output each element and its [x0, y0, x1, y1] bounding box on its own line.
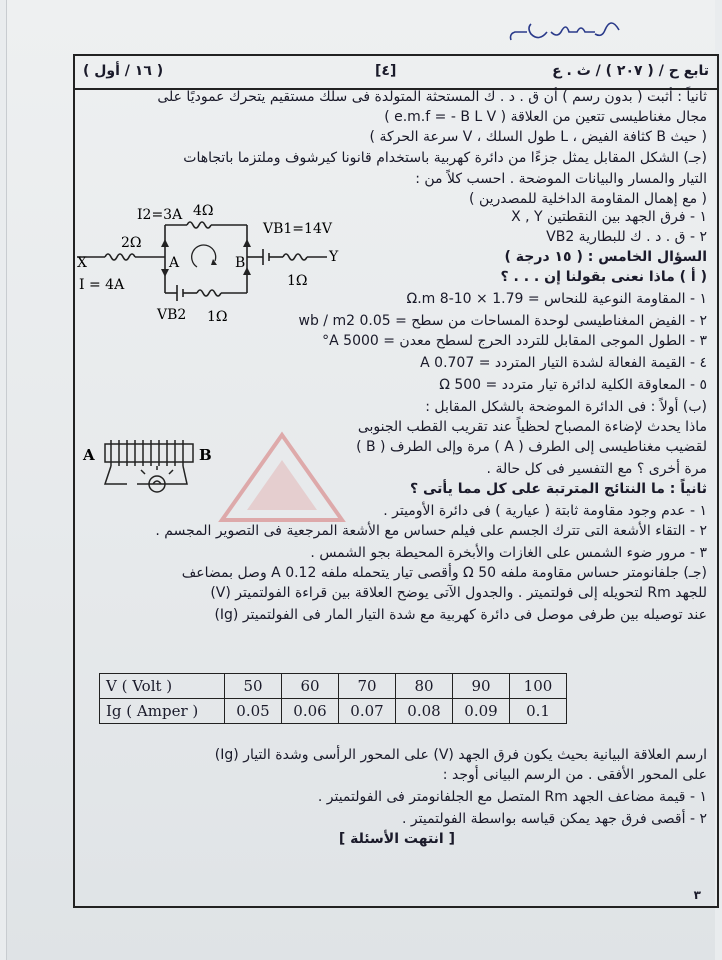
question-line: (ب) أولاً : فى الدائرة الموضحة بالشكل المقابل : [425, 399, 707, 415]
question-line: ( مع إهمال المقاومة الداخلية للمصدرين ) [469, 191, 707, 207]
question-line: التيار والمسار والبيانات الموضحة . احسب كلاً من : [415, 171, 707, 187]
table-cell: 70 [339, 674, 396, 699]
watermark-logo [212, 430, 352, 530]
question-line: ٣ - مرور ضوء الشمس على الغازات والأبخرة المحيطة بجو الشمس . [310, 545, 707, 561]
question-line: مجال مغناطيسى تتعين من العلاقة ( e.m.f = - B L V ) [384, 109, 707, 125]
voltmeter-table [99, 673, 567, 724]
label-i: I = 4A [79, 277, 125, 293]
label-a: A [169, 255, 180, 271]
question-line: ٢ - أقصى فرق جهد يمكن قياسه بواسطة الفولتميتر . [402, 811, 707, 827]
question-line: ٥ - المعاوقة الكلية لدائرة تيار متردد = 500 Ω [439, 377, 707, 393]
question-line: ثانياً : ما النتائج المترتبة على كل مما يأتى ؟ [410, 481, 707, 497]
question-line: ١ - المقاومة النوعية للنحاس = 1.79 × 10-8 Ω.m [406, 291, 707, 307]
table-cell: 0.06 [282, 699, 339, 724]
question-line: لقضيب مغناطيسى إلى الطرف ( A ) مرة وإلى الطرف ( B ) [356, 439, 707, 455]
label-i2: I2=3A [137, 207, 183, 223]
table-cell: 100 [510, 674, 567, 699]
question-line: عند توصيله بين طرفى موصل فى دائرة كهربية مع شدة التيار المار فى الفولتميتر (Ig) [214, 607, 707, 623]
header-page: [٤] [375, 63, 397, 79]
table-cell: 0.05 [225, 699, 282, 724]
label-vb1: VB1=14V [263, 221, 332, 237]
page-number: ٣ [693, 888, 701, 902]
row-label-current: Ig ( Amper ) [100, 699, 225, 724]
label-vb2: VB2 [157, 307, 187, 323]
label-r-bottom: 1Ω [207, 309, 228, 325]
question-line: ماذا يحدث لإضاءة المصباح لحظياً عند تقريب القطب الجنوبى [357, 419, 707, 435]
table-cell: 90 [453, 674, 510, 699]
table-cell: 0.09 [453, 699, 510, 724]
table-cell: 0.07 [339, 699, 396, 724]
question-line: ارسم العلاقة البيانية بحيث يكون فرق الجهد (V) على المحور الرأسى وشدة التيار (Ig) [214, 747, 707, 763]
page-header [75, 56, 717, 90]
label-x: X [77, 255, 87, 271]
table-cell: 0.08 [396, 699, 453, 724]
table-cell: 50 [225, 674, 282, 699]
table-cell: 80 [396, 674, 453, 699]
handwritten-note [507, 8, 627, 48]
question-line: ٣ - الطول الموجى المقابل للتردد الحرج لسطح معدن = 5000 A° [322, 333, 707, 349]
coil-end-a: A [83, 446, 95, 464]
question-line: على المحور الأفقى . من الرسم البيانى أوجد : [442, 767, 707, 783]
kirchhoff-circuit-diagram [77, 195, 357, 325]
question-line: ثانياً : أثبت ( بدون رسم ) أن ق . د . ك المستحثة المتولدة فى سلك مستقيم يتحرك عموديًا على [157, 89, 707, 105]
question-line: (جـ) جلفانومتر حساس مقاومة ملفه Ω 50 وأقصى تيار يتحمله ملفه A 0.12 وصل بمضاعف [181, 565, 707, 581]
question-line: ( حيث B كثافة الفيض ، L طول السلك ، V سرعة الحركة ) [369, 129, 707, 145]
table-cell: 60 [282, 674, 339, 699]
label-y: Y [329, 249, 339, 265]
header-code: تابع ح / ( ٢٠٧ ) / ث . ع [552, 63, 709, 79]
coil-end-b: B [199, 446, 212, 464]
question-line: السؤال الخامس : ( ١٥ درجة ) [504, 249, 707, 265]
question-line: ٢ - الفيض المغناطيسى لوحدة المساحات من سطح = 0.05 wb / m2 [298, 313, 707, 329]
question-line: ( أ ) ماذا نعنى بقولنا إن . . . ؟ [500, 269, 707, 285]
row-label-voltage: V ( Volt ) [100, 674, 225, 699]
question-line: ٤ - القيمة الفعالة لشدة التيار المتردد = 0.707 A [420, 355, 707, 371]
question-line: [ انتهت الأسئلة ] [338, 831, 455, 847]
label-r-right: 1Ω [287, 273, 308, 289]
question-line: ١ - عدم وجود مقاومة ثابتة ( عيارية ) فى دائرة الأوميتر . [383, 503, 707, 519]
coil-lamp-diagram [77, 430, 217, 520]
table-row [100, 699, 567, 724]
question-line: ١ - فرق الجهد بين النقطتين X , Y [511, 209, 707, 225]
question-line: للجهد Rm لتحويله إلى فولتميتر . والجدول الآتى يوضح العلاقة بين قراءة الفولتميتر (V) [210, 585, 707, 601]
header-section: ( ١٦ / أول ) [83, 63, 164, 79]
table-row [100, 674, 567, 699]
question-line: (جـ) الشكل المقابل يمثل جزءًا من دائرة كهربية باستخدام قانونا كيرشوف وملتزما باتجاهات [183, 150, 707, 166]
question-line: ٢ - ق . د . ك للبطارية VB2 [546, 229, 707, 245]
label-r-left: 2Ω [121, 235, 142, 251]
label-r-top: 4Ω [193, 203, 214, 219]
exam-page [6, 0, 715, 960]
question-line: ٢ - التقاء الأشعة التى تترك الجسم على فيلم حساس مع الأشعة المرجعية فى التصوير المجسم . [155, 523, 707, 539]
question-line: مرة أخرى ؟ مع التفسير فى كل حالة . [486, 461, 707, 477]
question-line: ١ - قيمة مضاعف الجهد Rm المتصل مع الجلفانومتر فى الفولتميتر . [317, 789, 707, 805]
label-b: B [235, 255, 246, 271]
table-cell: 0.1 [510, 699, 567, 724]
